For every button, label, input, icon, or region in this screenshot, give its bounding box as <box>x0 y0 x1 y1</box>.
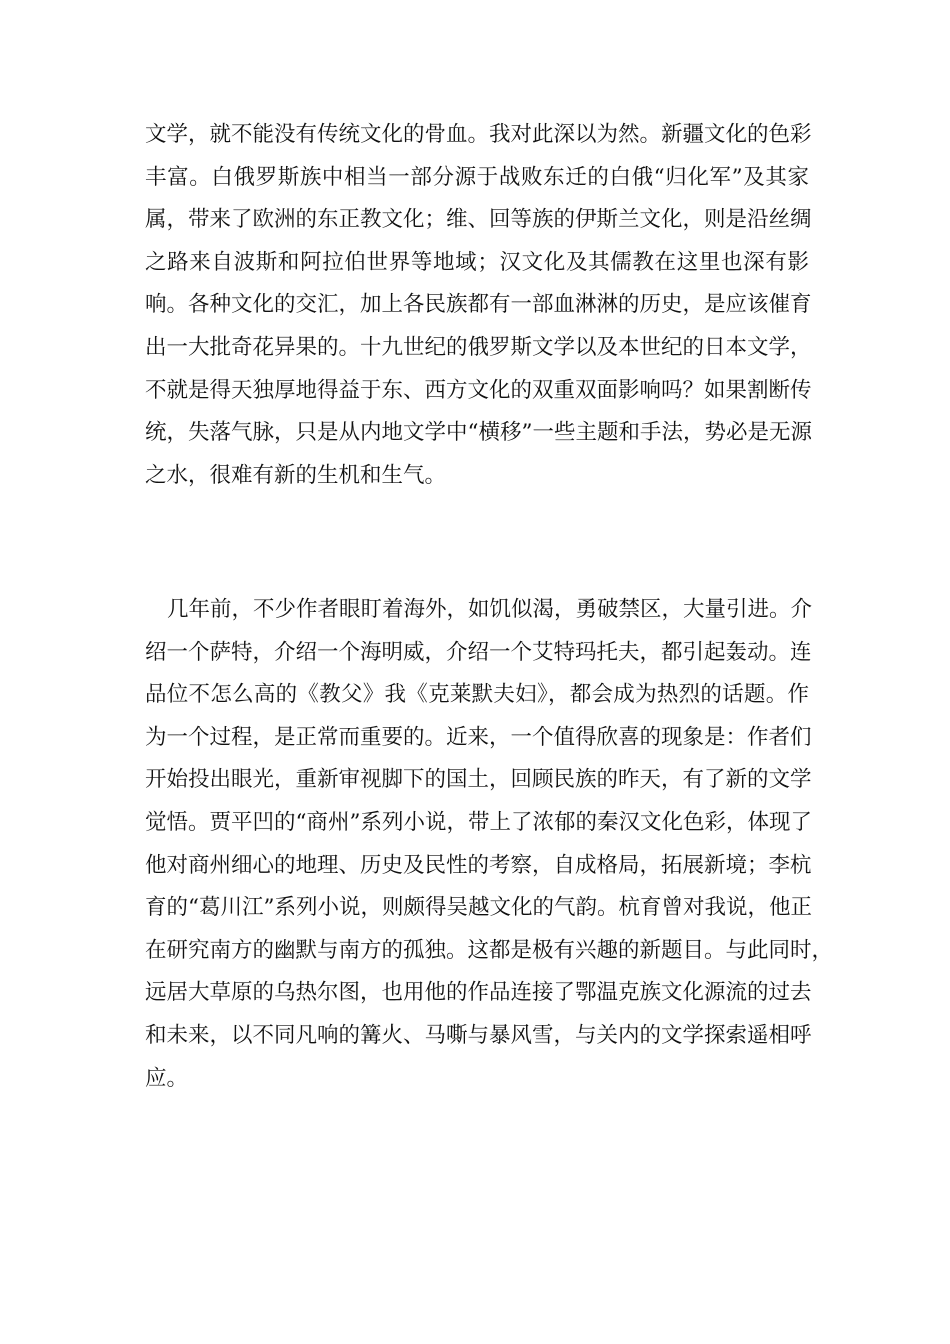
text-line: 文学，就不能没有传统文化的骨血。我对此深以为然。新疆文化的色彩 <box>145 122 812 147</box>
paragraph-2 <box>145 589 834 1100</box>
text-line: 绍一个萨特，介绍一个海明威，介绍一个艾特玛托夫，都引起轰动。连 <box>145 639 812 665</box>
text-line: 响。各种文化的交汇，加上各民族都有一部血淋淋的历史，是应该催育 <box>145 292 812 318</box>
text-line: 觉悟。贾平凹的“商州”系列小说，带上了浓郁的秦汉文化色彩，体现了 <box>145 809 812 835</box>
text-line: 和未来，以不同凡响的篝火、马嘶与暴风雪，与关内的文学探索遥相呼 <box>145 1022 812 1048</box>
text-line: 远居大草原的乌热尔图，也用他的作品连接了鄂温克族文化源流的过去 <box>145 980 812 1006</box>
text-line: 之路来自波斯和阿拉伯世界等地域；汉文化及其儒教在这里也深有影 <box>145 249 809 275</box>
text-line-first: 几年前，不少作者眼盯着海外，如饥似渴，勇破禁区，大量引进。介 <box>167 597 813 622</box>
text-line: 为一个过程，是正常而重要的。近来，一个值得欣喜的现象是：作者们 <box>145 724 812 750</box>
text-line-last: 应。 <box>145 1065 189 1091</box>
paragraph-1 <box>145 114 812 497</box>
text-line: 出一大批奇花异果的。十九世纪的俄罗斯文学以及本世纪的日本文学， <box>145 334 812 360</box>
text-line-last: 之水，很难有新的生机和生气。 <box>145 462 447 488</box>
text-line: 他对商州细心的地理、历史及民性的考察，自成格局，拓展新境；李杭 <box>145 852 812 878</box>
text-line: 统，失落气脉，只是从内地文学中“横移”一些主题和手法，势必是无源 <box>145 420 812 446</box>
text-line: 开始投出眼光，重新审视脚下的国土，回顾民族的昨天，有了新的文学 <box>145 767 812 793</box>
text-line: 丰富。白俄罗斯族中相当一部分源于战败东迁的白俄“归化军”及其家 <box>145 164 809 190</box>
text-line: 品位不怎么高的《教父》我《克莱默夫妇》，都会成为热烈的话题。作 <box>145 682 809 708</box>
text-line: 育的“葛川江”系列小说，则颇得吴越文化的气韵。杭育曾对我说，他正 <box>145 895 812 921</box>
text-line: 不就是得天独厚地得益于东、西方文化的双重双面影响吗？如果割断传 <box>145 377 812 403</box>
text-line: 在研究南方的幽默与南方的孤独。这都是极有兴趣的新题目。与此同时， <box>145 937 834 963</box>
text-line: 属，带来了欧洲的东正教文化；维、回等族的伊斯兰文化，则是沿丝绸 <box>145 207 812 233</box>
